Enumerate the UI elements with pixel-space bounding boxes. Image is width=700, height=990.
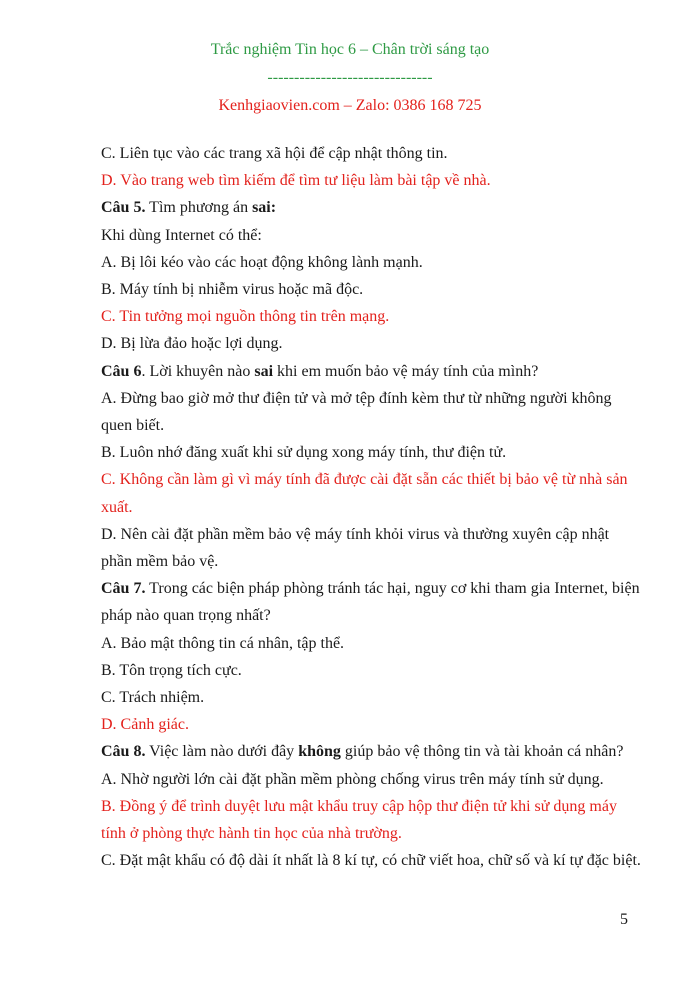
q5-option-c-answer: C. Tin tưởng mọi nguồn thông tin trên mạng. — [101, 308, 390, 326]
q7-label: Câu 7. — [101, 580, 146, 598]
q5-option-b: B. Máy tính bị nhiễm virus hoặc mã độc. — [101, 281, 364, 299]
question-6 — [101, 358, 641, 385]
q8-text-2: giúp bảo vệ thông tin và tài khoản cá nhân? — [340, 743, 624, 761]
q6-option-b: B. Luôn nhớ đăng xuất khi sử dụng xong máy tính, thư điện tử. — [101, 444, 507, 462]
header-divider: ------------------------------- — [267, 69, 433, 86]
header-contact: Kenhgiaovien.com – Zalo: 0386 168 725 — [218, 97, 482, 114]
question-7 — [101, 575, 641, 629]
q7-option-c: C. Trách nhiệm. — [101, 689, 205, 707]
q6-option-c-answer: C. Không cần làm gì vì máy tính đã được cài đặt sẵn các thiết bị bảo vệ từ nhà sản xuất. — [101, 471, 628, 516]
q5-emphasis: sai: — [252, 199, 277, 217]
q8-option-a: A. Nhờ người lớn cài đặt phần mềm phòng chống virus trên máy tính sử dụng. — [101, 770, 604, 788]
q8-label: Câu 8. — [101, 743, 146, 761]
q6-emphasis: sai — [254, 362, 274, 380]
q6-label: Câu 6 — [101, 362, 142, 380]
q5-stem: Khi dùng Internet có thể: — [101, 226, 262, 244]
page-number: 5 — [620, 911, 628, 928]
q6-option-a: A. Đừng bao giờ mở thư điện tử và mở tệp đính kèm thư từ những người không quen biết. — [101, 389, 612, 435]
q8-emphasis: không — [298, 743, 341, 761]
q4-option-c: C. Liên tục vào các trang xã hội để cập nhật thông tin. — [101, 145, 448, 162]
q5-option-d: D. Bị lừa đảo hoặc lợi dụng. — [101, 335, 283, 353]
q5-option-a: A. Bị lôi kéo vào các hoạt động không lành mạnh. — [101, 253, 423, 271]
q7-option-a: A. Bảo mật thông tin cá nhân, tập thể. — [101, 634, 345, 652]
q8-option-c: C. Đặt mật khẩu có độ dài ít nhất là 8 kí tự, có chữ viết hoa, chữ số và kí tự đặc biệt. — [101, 852, 641, 870]
q6-option-d: D. Nên cài đặt phần mềm bảo vệ máy tính khỏi virus và thường xuyên cập nhật phần mềm bảo vệ. — [101, 525, 610, 571]
q4-option-d-answer: D. Vào trang web tìm kiếm để tìm tư liệu làm bài tập về nhà. — [101, 172, 491, 190]
q7-option-d-answer: D. Cảnh giác. — [101, 716, 189, 734]
q6-text-1: . Lời khuyên nào — [141, 362, 255, 380]
question-5 — [101, 194, 641, 221]
q6-text-2: khi em muốn bảo vệ máy tính của mình? — [273, 362, 539, 380]
q7-option-b: B. Tôn trọng tích cực. — [101, 661, 242, 679]
q5-text: Tìm phương án — [145, 199, 253, 217]
header-title: Trắc nghiệm Tin học 6 – Chân trời sáng tạo — [210, 41, 490, 58]
question-8 — [101, 738, 641, 765]
page-content — [101, 140, 641, 874]
q5-label: Câu 5. — [101, 199, 146, 217]
q8-text-1: Việc làm nào dưới đây — [145, 743, 299, 761]
q8-option-b-answer: B. Đồng ý để trình duyệt lưu mật khẩu truy cập hộp thư điện tử khi sử dụng máy tính ở phòng thực hành tin học của nhà trường. — [101, 797, 617, 843]
q7-text: Trong các biện pháp phòng tránh tác hại, nguy cơ khi tham gia Internet, biện pháp nào quan trọng nhất? — [101, 580, 640, 625]
